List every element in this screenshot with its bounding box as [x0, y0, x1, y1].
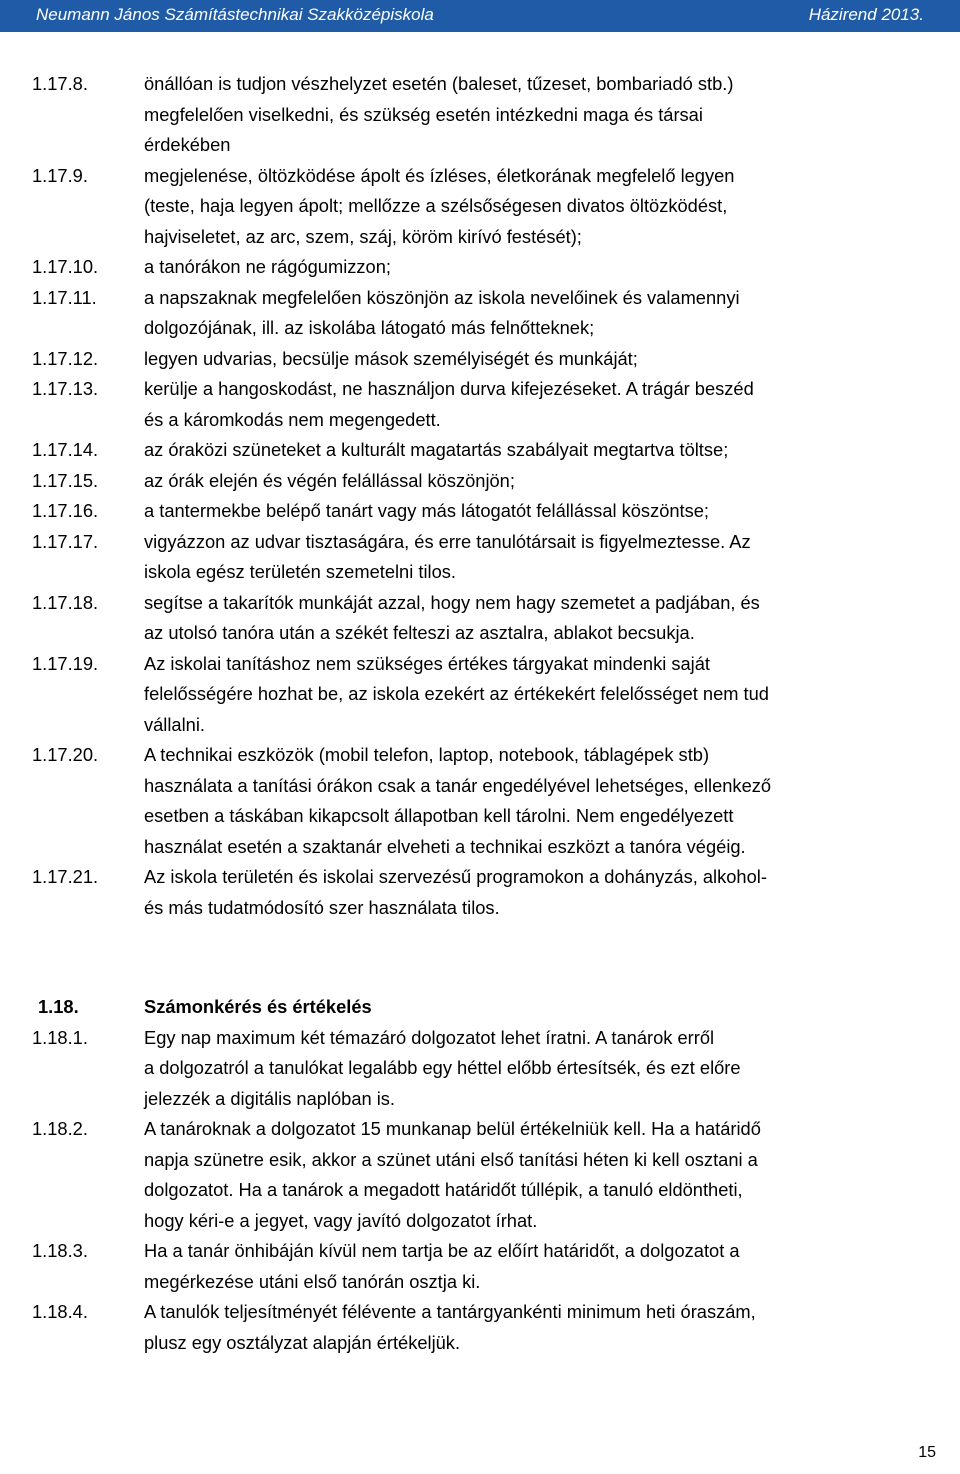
item-text-line: Az iskola területén és iskolai szervezésű programokon a dohányzás, alkohol-: [144, 866, 767, 887]
item-number: 1.17.13.: [32, 378, 99, 399]
item-text-line: az utolsó tanóra után a székét felteszi az asztalra, ablakot becsukja.: [144, 622, 695, 643]
item-text-line: megjelenése, öltözködése ápolt és ízléses, életkorának megfelelő legyen: [144, 164, 735, 186]
item-text-line: kerülje a hangoskodást, ne használjon durva kifejezéseket. A trágár beszéd: [144, 378, 754, 399]
document-body: [32, 69, 956, 1358]
item-text-line: napja szünetre esik, akkor a szünet utáni első tanítási héten ki kell osztani a: [144, 1148, 758, 1170]
item-text-line: és más tudatmódosító szer használata tilos.: [144, 896, 500, 918]
page-number: 15: [918, 1444, 936, 1461]
list-item: [32, 252, 956, 283]
item-text: [144, 527, 956, 588]
item-text-line: megérkezése utáni első tanórán osztja ki.: [144, 1270, 481, 1292]
item-text-line: A tanároknak a dolgozatot 15 munkanap belül értékelniük kell. Ha a határidő: [144, 1118, 761, 1139]
list-item: [32, 1236, 956, 1297]
item-text: [144, 649, 956, 741]
item-text-line: A technikai eszközök (mobil telefon, laptop, notebook, táblagépek stb): [144, 744, 710, 765]
item-number: 1.18.3.: [32, 1240, 88, 1261]
list-item: [32, 161, 956, 253]
item-text: [144, 466, 956, 497]
item-text-line: jelezzék a digitális naplóban is.: [144, 1087, 396, 1109]
rules-list-1-18: [32, 1023, 956, 1359]
item-text-line: Ha a tanár önhibáján kívül nem tartja be az előírt határidőt, a dolgozatot a: [144, 1240, 740, 1261]
item-text: [144, 161, 956, 253]
item-text-line: vállalni.: [144, 713, 205, 735]
item-text: [144, 252, 956, 283]
list-item: [32, 69, 956, 161]
item-text-line: Egy nap maximum két témazáró dolgozatot lehet íratni. A tanárok erről: [144, 1026, 715, 1048]
list-item: [32, 283, 956, 344]
item-number: 1.17.18.: [32, 591, 99, 613]
item-text-line: segítse a takarítók munkáját azzal, hogy nem hagy szemetet a padjában, és: [144, 591, 760, 613]
list-item: [32, 527, 956, 588]
item-text: [144, 374, 956, 435]
item-text-line: hogy kéri-e a jegyet, vagy javító dolgozatot írhat.: [144, 1209, 538, 1231]
list-item: [32, 1297, 956, 1358]
list-item: [32, 466, 956, 497]
section-number: 1.18.: [38, 996, 79, 1017]
list-item: [32, 1023, 956, 1115]
item-number: 1.17.9.: [32, 164, 88, 186]
item-text-line: dolgozójának, ill. az iskolába látogató más felnőtteknek;: [144, 317, 595, 338]
item-text: [144, 69, 956, 161]
item-text-line: az órák elején és végén felállással köszönjön;: [144, 469, 515, 491]
item-text: [144, 1114, 956, 1236]
item-text-line: használat esetén a szaktanár elveheti a technikai eszközt a tanóra végéig.: [144, 835, 746, 857]
list-item: [32, 649, 956, 741]
item-number: 1.17.21.: [32, 866, 99, 887]
item-text-line: a dolgozatról a tanulókat legalább egy héttel előbb értesítsék, és ezt előre: [144, 1057, 741, 1078]
item-number: 1.17.16.: [32, 500, 99, 521]
item-number: 1.17.10.: [32, 256, 99, 277]
list-item: [32, 435, 956, 466]
item-text-line: önállóan is tudjon vészhelyzet esetén (baleset, tűzeset, bombariadó stb.): [144, 73, 734, 94]
list-item: [32, 1114, 956, 1236]
list-item: [32, 862, 956, 923]
item-number: 1.18.2.: [32, 1118, 88, 1139]
item-text-line: A tanulók teljesítményét félévente a tantárgyankénti minimum heti óraszám,: [144, 1301, 756, 1322]
item-number: 1.17.17.: [32, 530, 99, 552]
item-number: 1.17.19.: [32, 652, 99, 674]
list-item: [32, 740, 956, 862]
item-text-line: esetben a táskában kikapcsolt állapotban kell tárolni. Nem engedélyezett: [144, 805, 734, 826]
item-number: 1.17.14.: [32, 439, 99, 460]
item-number: 1.17.11.: [32, 286, 97, 308]
item-text-line: érdekében: [144, 134, 231, 155]
item-text: [144, 588, 956, 649]
list-item: [32, 344, 956, 375]
item-text-line: az óraközi szüneteket a kulturált magatartás szabályait megtartva töltse;: [144, 439, 729, 460]
item-number: 1.17.12.: [32, 347, 99, 369]
item-text: [144, 344, 956, 375]
item-text-line: plusz egy osztályzat alapján értékeljük.: [144, 1331, 461, 1353]
item-text-line: megfelelően viselkedni, és szükség esetén intézkedni maga és társai: [144, 103, 703, 125]
item-text-line: hajviseletet, az arc, szem, száj, köröm kirívó festését);: [144, 225, 582, 247]
section-title: Számonkérés és értékelés: [144, 996, 372, 1017]
list-item: [32, 374, 956, 435]
item-number: 1.18.4.: [32, 1301, 88, 1322]
header-document-title: Házirend 2013.: [808, 5, 924, 24]
item-text-line: a tanórákon ne rágógumizzon;: [144, 256, 391, 277]
item-text-line: használata a tanítási órákon csak a tanár engedélyével lehetséges, ellenkező: [144, 774, 772, 796]
item-text: [144, 862, 956, 923]
item-text: [144, 740, 956, 862]
item-text-line: legyen udvarias, becsülje mások személyiségét és munkáját;: [144, 347, 638, 369]
item-text-line: vigyázzon az udvar tisztaságára, és erre tanulótársait is figyelmeztesse. Az: [144, 530, 751, 552]
item-text: [144, 283, 956, 344]
item-text: [144, 1297, 956, 1358]
list-item: [32, 496, 956, 527]
list-item: [32, 588, 956, 649]
item-text: [144, 1023, 956, 1115]
item-text: [144, 496, 956, 527]
item-text: [144, 435, 956, 466]
item-text-line: és a káromkodás nem megengedett.: [144, 408, 441, 430]
item-number: 1.18.1.: [32, 1026, 88, 1048]
item-text-line: iskola egész területén szemetelni tilos.: [144, 561, 456, 582]
item-text-line: (teste, haja legyen ápolt; mellőzze a szélsőségesen divatos öltözködést,: [144, 195, 728, 216]
rules-list-1-17: [32, 69, 956, 923]
item-text: [144, 1236, 956, 1297]
page-header: [0, 0, 960, 32]
item-text-line: dolgozatot. Ha a tanárok a megadott határidőt túllépik, a tanuló eldöntheti,: [144, 1179, 743, 1200]
section-heading: [32, 992, 956, 1023]
item-number: 1.17.8.: [32, 73, 88, 94]
item-text-line: felelősségére hozhat be, az iskola ezekért az értékekért felelősséget nem tud: [144, 683, 769, 704]
item-text-line: a tantermekbe belépő tanárt vagy más látogatót felállással köszöntse;: [144, 500, 710, 521]
header-school-name: Neumann János Számítástechnikai Szakközépiskola: [36, 5, 434, 24]
item-number: 1.17.15.: [32, 469, 99, 491]
item-text-line: a napszaknak megfelelően köszönjön az iskola nevelőinek és valamennyi: [144, 286, 740, 308]
item-text-line: Az iskolai tanításhoz nem szükséges értékes tárgyakat mindenki saját: [144, 652, 710, 674]
item-number: 1.17.20.: [32, 744, 99, 765]
